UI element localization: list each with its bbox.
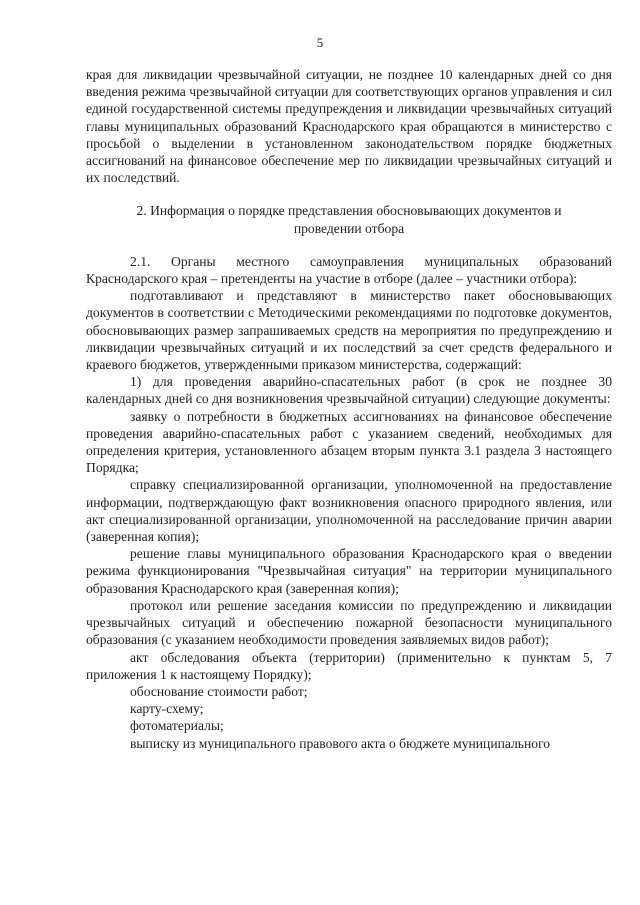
paragraph: 1) для проведения аварийно-спасательных работ (в срок не позднее 30 календарных дней со дня возникновения чрезвычайной ситуации) следующие документы:: [86, 374, 612, 407]
document-body: [86, 66, 612, 752]
paragraph: 2.1. Органы местного самоуправления муниципальных образований Краснодарского края – претенденты на участие в отборе (далее – участники отбора):: [86, 253, 612, 287]
paragraph: выписку из муниципального правового акта о бюджете муниципального: [130, 735, 551, 751]
page-number: 5: [316, 35, 324, 50]
paragraph: справку специализированной организации, уполномоченной на предоставление информации, подтверждающую факт возникновения опасного природного явления, или акт специализированной организации, уполномоченной на расследование причин аварии (заверенная копия);: [86, 477, 612, 545]
paragraph: решение главы муниципального образования Краснодарского края о введении режима функционирования "Чрезвычайная ситуация" на территории муниципального образования Краснодарского края (заверенная копия);: [86, 546, 612, 596]
paragraph: фотоматериалы;: [130, 718, 224, 734]
paragraph: заявку о потребности в бюджетных ассигнованиях на финансовое обеспечение проведения аварийно-спасательных работ с указанием сведений, необходимых для определения критерия, установленного абзацем вторым пункта 3.1 раздела 3 настоящего Порядка;: [86, 408, 612, 476]
paragraph: протокол или решение заседания комиссии по предупреждению и ликвидации чрезвычайных ситуаций и обеспечению пожарной безопасности муниципального образования (с указанием необходимости проведения заявляемых видов работ);: [86, 597, 612, 648]
paragraph: обоснование стоимости работ;: [130, 683, 308, 699]
section-heading: 2. Информация о порядке представления обосновывающих документов и проведении отбора: [136, 203, 562, 236]
paragraph-continuation: края для ликвидации чрезвычайной ситуации, не позднее 10 календарных дней со дня введения режима чрезвычайной ситуации для соответствующих органов управления и сил единой государственной системы предупреждения и ликвидации чрезвычайных ситуаций главы муниципальных образований Краснодарского края обращаются в министерство с просьбой о выделении в установленном законодательством порядке бюджетных ассигнований на финансовое обеспечение мер по ликвидации чрезвычайных ситуаций и их последствий.: [86, 67, 612, 186]
paragraph: акт обследования объекта (территории) (применительно к пунктам 5, 7 приложения 1 к настоящему Порядку);: [86, 649, 612, 682]
paragraph: подготавливают и представляют в министерство пакет обосновывающих документов в соответствии с Методическими рекомендациями по подготовке документов, обосновывающих размер запрашиваемых средств на мероприятия по предупреждению и ликвидации чрезвычайных ситуаций и их последствий за счет средств федерального и краевого бюджетов, утвержденными приказом министерства, содержащий:: [86, 288, 612, 373]
paragraph: карту-схему;: [130, 701, 204, 717]
